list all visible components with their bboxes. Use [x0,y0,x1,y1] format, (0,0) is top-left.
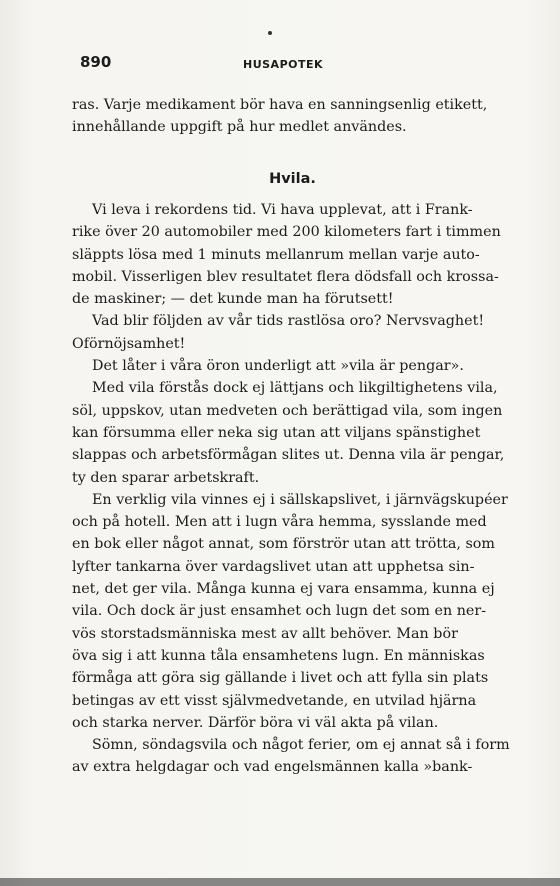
text-line: och starka nerver. Därför böra vi väl akta på vilan. [72,714,439,731]
text-line: lyfter tankarna över vardagslivet utan att upphetsa sin- [72,558,475,575]
text-line: innehållande uppgift på hur medlet användes. [72,119,407,136]
text-line: de maskiner; — det kunde man ha förutsett! [72,291,394,308]
text-line: Vad blir följden av vår tids rastlösa oro? Nervsvaghet! [92,313,485,330]
text-line: net, det ger vila. Många kunna ej vara ensamma, kunna ej [72,581,495,598]
text-line: vös storstadsmänniska mest av allt behöver. Man bör [72,625,458,642]
text-line: Vi leva i rekordens tid. Vi hava upplevat, att i Frank- [92,202,473,218]
text-line: kan försumma eller neka sig utan att viljans spänstighet [72,424,481,441]
text-line: ty den sparar arbetskraft. [72,469,260,486]
text-line: vila. Och dock är just ensamhet och lugn det som en ner- [72,603,487,620]
page-header [80,53,500,75]
text-line: Oförnöjsamhet! [72,335,186,352]
text-line: släppts lösa med 1 minuts mellanrum mellan varje auto- [72,246,480,263]
text-line: En verklig vila vinnes ej i sällskapslivet, i järnvägskupéer [92,491,508,508]
text-line: av extra helgdagar och vad engelsmännen kalla »bank- [72,759,473,776]
text-line: söl, uppskov, utan medveten och berättigad vila, som ingen [72,402,503,419]
text-line: betingas av ett visst självmedvetande, en utvilad hjärna [72,692,477,709]
continued-paragraph [72,94,502,139]
text-line: mobil. Visserligen blev resultatet flera dödsfall och krossa- [72,268,499,285]
section-body [72,199,510,779]
text-line: ras. Varje medikament bör hava en sanningsenlig etikett, [72,97,488,113]
text-line: Det låter i våra öron underligt att »vila är pengar». [92,358,464,375]
text-line: och på hotell. Men att i lugn våra hemma, sysslande med [72,514,487,531]
text-line: rike över 20 automobiler med 200 kilometers fart i timmen [72,224,501,241]
text-line: Sömn, söndagsvila och något ferier, om ej annat så i form [92,737,510,754]
text-line: förmåga att göra sig gällande i livet och att fylla sin plats [72,670,489,687]
text-line: en bok eller något annat, som förströr utan att trötta, som [72,536,495,553]
text-line: Med vila förstås dock ej lättjans och likgiltighetens vila, [92,380,498,397]
page-number: 890 [80,53,112,71]
section-heading: Hvila. [269,171,316,187]
page-bottom-edge [0,878,560,886]
text-line: öva sig i att kunna tåla ensamhetens lugn. En människas [72,647,485,664]
print-speck [268,31,272,35]
text-line: slappas och arbetsförmågan slites ut. Denna vila är pengar, [72,447,505,464]
running-head: HUSAPOTEK [243,58,324,71]
